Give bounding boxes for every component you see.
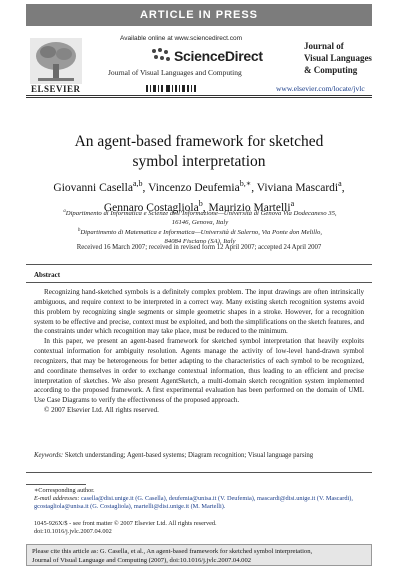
author-sup: a <box>290 198 295 208</box>
citation-line-1: Please cite this article as: G. Casella, et al., An agent-based framework for sketched symbol interpretation, <box>32 548 313 555</box>
journal-name-right-line1: Journal of <box>304 41 344 51</box>
abstract-top-rule <box>26 264 372 265</box>
author-sup: b,∗ <box>239 179 252 188</box>
header-divider-2 <box>26 97 372 98</box>
publisher-name: ELSEVIER <box>31 84 81 94</box>
author-sup: b <box>198 198 203 208</box>
author-casella[interactable]: Giovanni Casella <box>53 181 133 194</box>
citation-line-2: Journal of Visual Language and Computing (2007), doi:10.1016/j.jvlc.2007.04.002 <box>32 557 252 564</box>
email-addresses <box>34 495 364 511</box>
footnote-rule <box>26 484 86 485</box>
email-label: E-mail addresses: <box>34 495 80 503</box>
affiliations <box>40 208 360 247</box>
author-mascardi[interactable]: , Viviana Mascardi <box>251 181 339 194</box>
author-martelli[interactable]: , Maurizio Martelli <box>202 201 291 214</box>
affiliation-b-marker: b <box>77 228 81 234</box>
abstract-heading: Abstract <box>34 271 61 279</box>
journal-name-right <box>304 40 372 76</box>
keywords-list: Sketch understanding; Agent-based systems; Diagram recognition; Visual language parsing <box>64 452 314 459</box>
issn-block <box>34 520 364 536</box>
affiliation-a-line2: 16146, Genova, Italy <box>171 218 229 226</box>
article-in-press-banner: ARTICLE IN PRESS <box>26 4 372 26</box>
author-deufemia[interactable]: , Vincenzo Deufemia <box>142 181 240 194</box>
corresponding-author-note: ∗Corresponding author. <box>34 487 95 494</box>
doi-link[interactable]: doi:10.1016/j.jvlc.2007.04.002 <box>34 528 112 536</box>
abstract-heading-rule <box>26 282 372 283</box>
keywords-rule <box>26 472 372 473</box>
affiliation-b-line1: $^b$Dipartimento di Matematica e Informatica—Università di Salerno, Via Ponte don Melillo, <box>77 228 323 237</box>
footnotes <box>34 487 364 512</box>
email-list[interactable]: casella@disi.unige.it (G. Casella), deufemia@unisa.it (V. Deufemia), mascardi@disi.unige.it (V. Mascardi), gcostagliola@unisa.it (G. Costagliola), martelli@disi.unige.it (M. Martelli). <box>34 495 353 511</box>
affiliation-a-line1: $^a$Dipartimento di Informatica e Scienze dell’Informazione—Università di Genova Via Dodecaneso 35, <box>63 209 337 218</box>
affiliation-b-line2: 84084 Fisciano (SA), Italy <box>164 238 236 246</box>
journal-name-right-line2: Visual Languages <box>304 53 372 63</box>
abstract-paragraph-2: In this paper, we present an agent-based framework for sketched symbol interpretation that heavily exploits contextual information for ambiguity resolution. Agents manage the activity of low-level hand-drawn symbol recognizers, that may be heterogeneous for better adapting to the characteristics of each symbol to be recognized, and coordinate themselves in order to exchange contextual information, thus leading to an efficient and precise interpretation of sketches. We also present AgentSketch, a multi-domain sketch recognition system implemented according to the proposed framework. A first experimental evaluation has been performed on the domain of UML Use Case Diagrams to verify the effectiveness of the proposed approach. <box>34 337 364 405</box>
citation-box <box>26 544 372 566</box>
journal-name-right-line3: & Computing <box>304 65 358 75</box>
abstract-body <box>34 288 364 416</box>
barcode-graphic <box>146 79 196 86</box>
article-title <box>26 132 372 172</box>
sciencedirect-wordmark: ScienceDirect <box>174 48 263 64</box>
issn-line: 1045-926X/$ - see front matter © 2007 Elsevier Ltd. All rights reserved. <box>34 520 217 527</box>
author-costagliola[interactable]: Gennaro Costagliola <box>103 201 199 214</box>
title-line-2: symbol interpretation <box>132 153 266 170</box>
author-separator: , <box>341 181 345 194</box>
keywords <box>34 452 364 459</box>
journal-name-center: Journal of Visual Languages and Computing <box>108 68 242 77</box>
journal-url-link[interactable]: www.elsevier.com/locate/jvlc <box>276 84 365 93</box>
author-sup: a <box>338 179 342 188</box>
affiliation-a-marker: a <box>63 209 66 214</box>
title-line-1: An agent-based framework for sketched <box>74 133 324 150</box>
keywords-label: Keywords: <box>34 452 64 459</box>
header-divider <box>26 95 372 96</box>
available-online-text: Available online at www.sciencedirect.com <box>120 35 242 42</box>
abstract-paragraph-1: Recognizing hand-sketched symbols is a definitely complex problem. The input drawings are often intrinsically ambiguous, and require context to be interpreted in a correct way. Many existing sketch recognition systems avoid this problem by recognizing single segments or simple geometric shapes in a stroke. However, for a recognition system to be effective and precise, context must be exploited, and both the simplifications on the sketch features, and the constraints under which recognition may take place, must be reduced to the minimum. <box>34 288 364 336</box>
abstract-copyright: © 2007 Elsevier Ltd. All rights reserved. <box>44 406 159 415</box>
authors-line-1 <box>26 176 372 196</box>
author-sup: a,b <box>132 179 143 188</box>
elsevier-tree-logo <box>30 38 82 84</box>
received-dates: Received 16 March 2007; received in revised form 12 April 2007; accepted 24 April 2007 <box>76 244 322 251</box>
